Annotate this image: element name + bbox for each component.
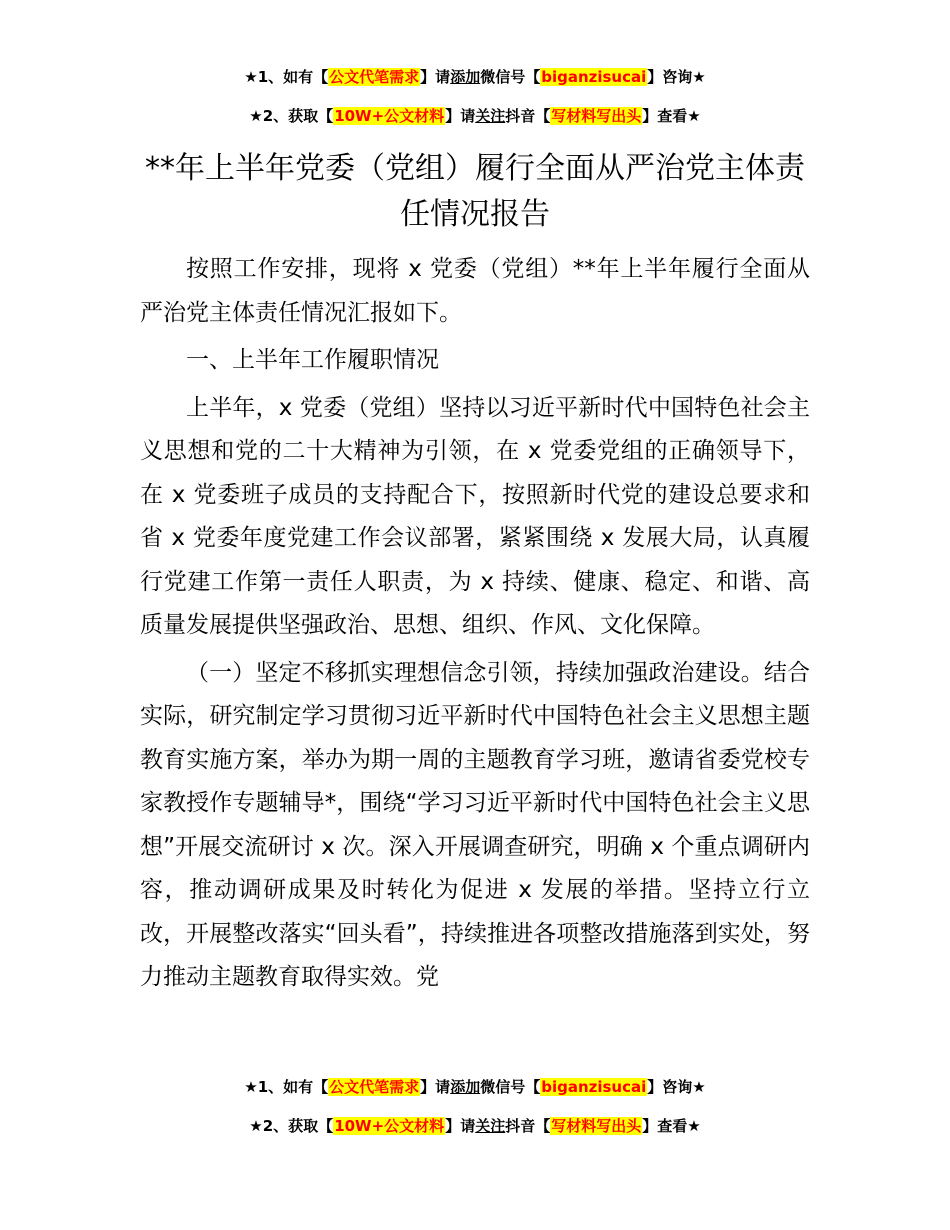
banner-highlight: 写材料写出头 xyxy=(551,1117,642,1135)
banner-text: 】请 xyxy=(420,68,451,86)
banner-text: ★1、如有【 xyxy=(244,68,329,86)
intro-paragraph: 按照工作安排，现将 x 党委（党组）**年上半年履行全面从严治党主体责任情况汇报如下。 xyxy=(140,256,810,326)
banner-text: 抖音【 xyxy=(505,1117,551,1135)
top-banner-line-2 xyxy=(0,106,950,126)
document-body xyxy=(140,248,810,1004)
banner-text: 】咨询★ xyxy=(647,1078,706,1096)
banner-text: 微信号【 xyxy=(480,68,541,86)
bottom-banner-line-1 xyxy=(0,1077,950,1097)
top-banner-line-1 xyxy=(0,67,950,87)
banner-highlight: 10W+公文材料 xyxy=(334,1117,445,1135)
banner-text: ★2、获取【 xyxy=(249,1117,334,1135)
banner-text: 】请 xyxy=(445,107,476,125)
banner-highlight: 公文代笔需求 xyxy=(329,1078,420,1096)
banner-text: ★1、如有【 xyxy=(244,1078,329,1096)
banner-highlight: biganzisucai xyxy=(541,68,647,86)
banner-highlight: 写材料写出头 xyxy=(551,107,642,125)
banner-text: 微信号【 xyxy=(480,1078,541,1096)
section-heading: 一、上半年工作履职情况 xyxy=(186,347,439,373)
banner-highlight: 10W+公文材料 xyxy=(334,107,445,125)
banner-text: 】咨询★ xyxy=(647,68,706,86)
body-paragraph: （一）坚定不移抓实理想信念引领，持续加强政治建设。结合实际，研究制定学习贯彻习近平新时代中国特色社会主义思想主题教育实施方案，举办为期一周的主题教育学习班，邀请省委党校专家教授作专题辅导*，围绕“学习习近平新时代中国特色社会主义思想”开展交流研讨 x 次。深入开展调查研究，明确 x 个重点调研内容，推动调研成果及时转化为促进 x 发展的举措。坚持立行立改，开展整改落实“回头看”，持续推进各项整改措施落到实处，努力推动主题教育取得实效。党 xyxy=(140,659,810,990)
banner-text: 抖音【 xyxy=(505,107,551,125)
banner-underlined: 关注 xyxy=(475,1117,506,1135)
banner-text: ★2、获取【 xyxy=(249,107,334,125)
bottom-banner-line-2 xyxy=(0,1116,950,1136)
banner-highlight: 公文代笔需求 xyxy=(329,68,420,86)
banner-text: 】请 xyxy=(445,1117,476,1135)
banner-underlined: 添加 xyxy=(450,1078,481,1096)
banner-text: 】请 xyxy=(420,1078,451,1096)
document-title: **年上半年党委（党组）履行全面从严治党主体责任情况报告 xyxy=(145,151,805,232)
banner-underlined: 添加 xyxy=(450,68,481,86)
banner-highlight: biganzisucai xyxy=(541,1078,647,1096)
body-paragraph: 上半年，x 党委（党组）坚持以习近平新时代中国特色社会主义思想和党的二十大精神为引领，在 x 党委党组的正确领导下，在 x 党委班子成员的支持配合下，按照新时代党的建设总要求和省 x 党委年度党建工作会议部署，紧紧围绕 x 发展大局，认真履行党建工作第一责任人职责，为 x 持续、健康、稳定、和谐、高质量发展提供坚强政治、思想、组织、作风、文化保障。 xyxy=(140,394,810,638)
banner-text: 】查看★ xyxy=(642,1117,701,1135)
banner-underlined: 关注 xyxy=(475,107,506,125)
banner-text: 】查看★ xyxy=(642,107,701,125)
